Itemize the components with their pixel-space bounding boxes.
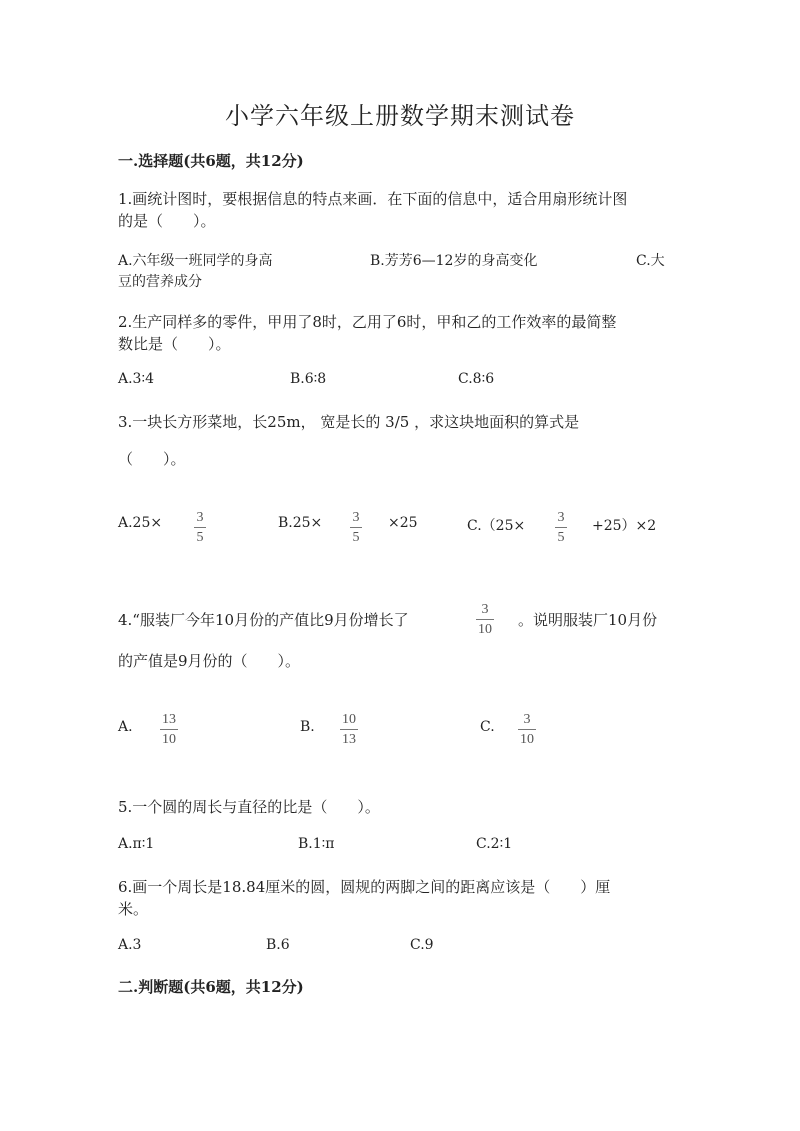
question-1-option-a: A.六年级一班同学的身高 [118, 253, 273, 269]
question-4-option-a: A. [118, 719, 133, 735]
question-3-option-b-tail: ×25 [388, 515, 418, 531]
question-2-text-cont: 数比是（ ）。 [118, 335, 231, 353]
question-4-text-cont: 的产值是9月份的（ ）。 [118, 652, 301, 670]
question-3-text-cont: （ ）。 [118, 450, 186, 468]
question-4-option-c: C. [480, 719, 495, 735]
question-3-option-a-fraction [194, 510, 206, 545]
fraction-bar [518, 729, 536, 730]
question-5-option-c: C.2∶1 [476, 836, 513, 852]
question-4-option-c-fraction [518, 712, 536, 747]
question-1-text-cont: 的是（ ）。 [118, 212, 216, 230]
question-2-text: 2.生产同样多的零件，甲用了8时，乙用了6时，甲和乙的工作效率的最简整 [118, 313, 617, 331]
question-5-text: 5.一个圆的周长与直径的比是（ ）。 [118, 798, 380, 816]
fraction-denominator: 10 [162, 732, 176, 747]
fraction-denominator: 10 [478, 622, 492, 637]
question-6-option-c: C.9 [410, 937, 434, 953]
page-title: 小学六年级上册数学期末测试卷 [225, 102, 575, 130]
question-4-fraction [476, 602, 494, 637]
question-3-option-a: A.25× [118, 515, 163, 531]
fraction-numerator: 3 [557, 510, 565, 525]
fraction-bar [340, 729, 358, 730]
question-4-option-b: B. [300, 719, 315, 735]
fraction-denominator: 5 [352, 530, 360, 545]
question-5-option-a: A.π∶1 [118, 836, 155, 852]
fraction-numerator: 3 [196, 510, 204, 525]
question-1-option-c: C.大 [636, 253, 665, 269]
question-6-option-b: B.6 [266, 937, 290, 953]
fraction-bar [555, 527, 567, 528]
question-1-option-b: B.芳芳6—12岁的身高变化 [370, 253, 538, 269]
question-3-option-c-fraction [555, 510, 567, 545]
question-1-option-c-cont: 豆的营养成分 [118, 274, 202, 290]
fraction-denominator: 5 [196, 530, 204, 545]
question-3-option-b: B.25× [278, 515, 323, 531]
question-4-text: 4.“服装厂今年10月份的产值比9月份增长了 [118, 611, 409, 629]
question-2-option-c: C.8∶6 [458, 371, 495, 387]
fraction-bar [476, 619, 494, 620]
section-heading-choice: 一.选择题(共6题，共12分) [118, 152, 304, 170]
question-4-text-tail: 。说明服装厂10月份 [518, 611, 658, 629]
fraction-denominator: 10 [520, 732, 534, 747]
question-2-option-a: A.3∶4 [118, 371, 155, 387]
question-6-text-cont: 米。 [118, 900, 149, 918]
fraction-bar [160, 729, 178, 730]
question-2-option-b: B.6∶8 [290, 371, 327, 387]
fraction-numerator: 3 [523, 712, 531, 727]
fraction-bar [350, 527, 362, 528]
question-3-option-b-fraction [350, 510, 362, 545]
question-6-option-a: A.3 [118, 937, 142, 953]
question-5-option-b: B.1∶π [298, 836, 335, 852]
fraction-numerator: 3 [481, 602, 489, 617]
fraction-numerator: 10 [342, 712, 356, 727]
question-4-option-b-fraction [340, 712, 358, 747]
question-3-text: 3.一块长方形菜地，长25m， 宽是长的 3/5 ，求这块地面积的算式是 [118, 413, 580, 431]
question-1-text: 1.画统计图时，要根据信息的特点来画．在下面的信息中，适合用扇形统计图 [118, 190, 628, 208]
fraction-numerator: 3 [352, 510, 360, 525]
fraction-denominator: 13 [342, 732, 356, 747]
section-heading-judgement: 二.判断题(共6题，共12分) [118, 978, 304, 996]
question-4-option-a-fraction [160, 712, 178, 747]
fraction-numerator: 13 [162, 712, 176, 727]
question-6-text: 6.画一个周长是18.84厘米的圆，圆规的两脚之间的距离应该是（ ）厘 [118, 878, 611, 896]
fraction-denominator: 5 [557, 530, 565, 545]
question-3-option-c: C.（25× [467, 518, 526, 534]
question-3-option-c-tail: +25）×2 [592, 518, 657, 534]
fraction-bar [194, 527, 206, 528]
